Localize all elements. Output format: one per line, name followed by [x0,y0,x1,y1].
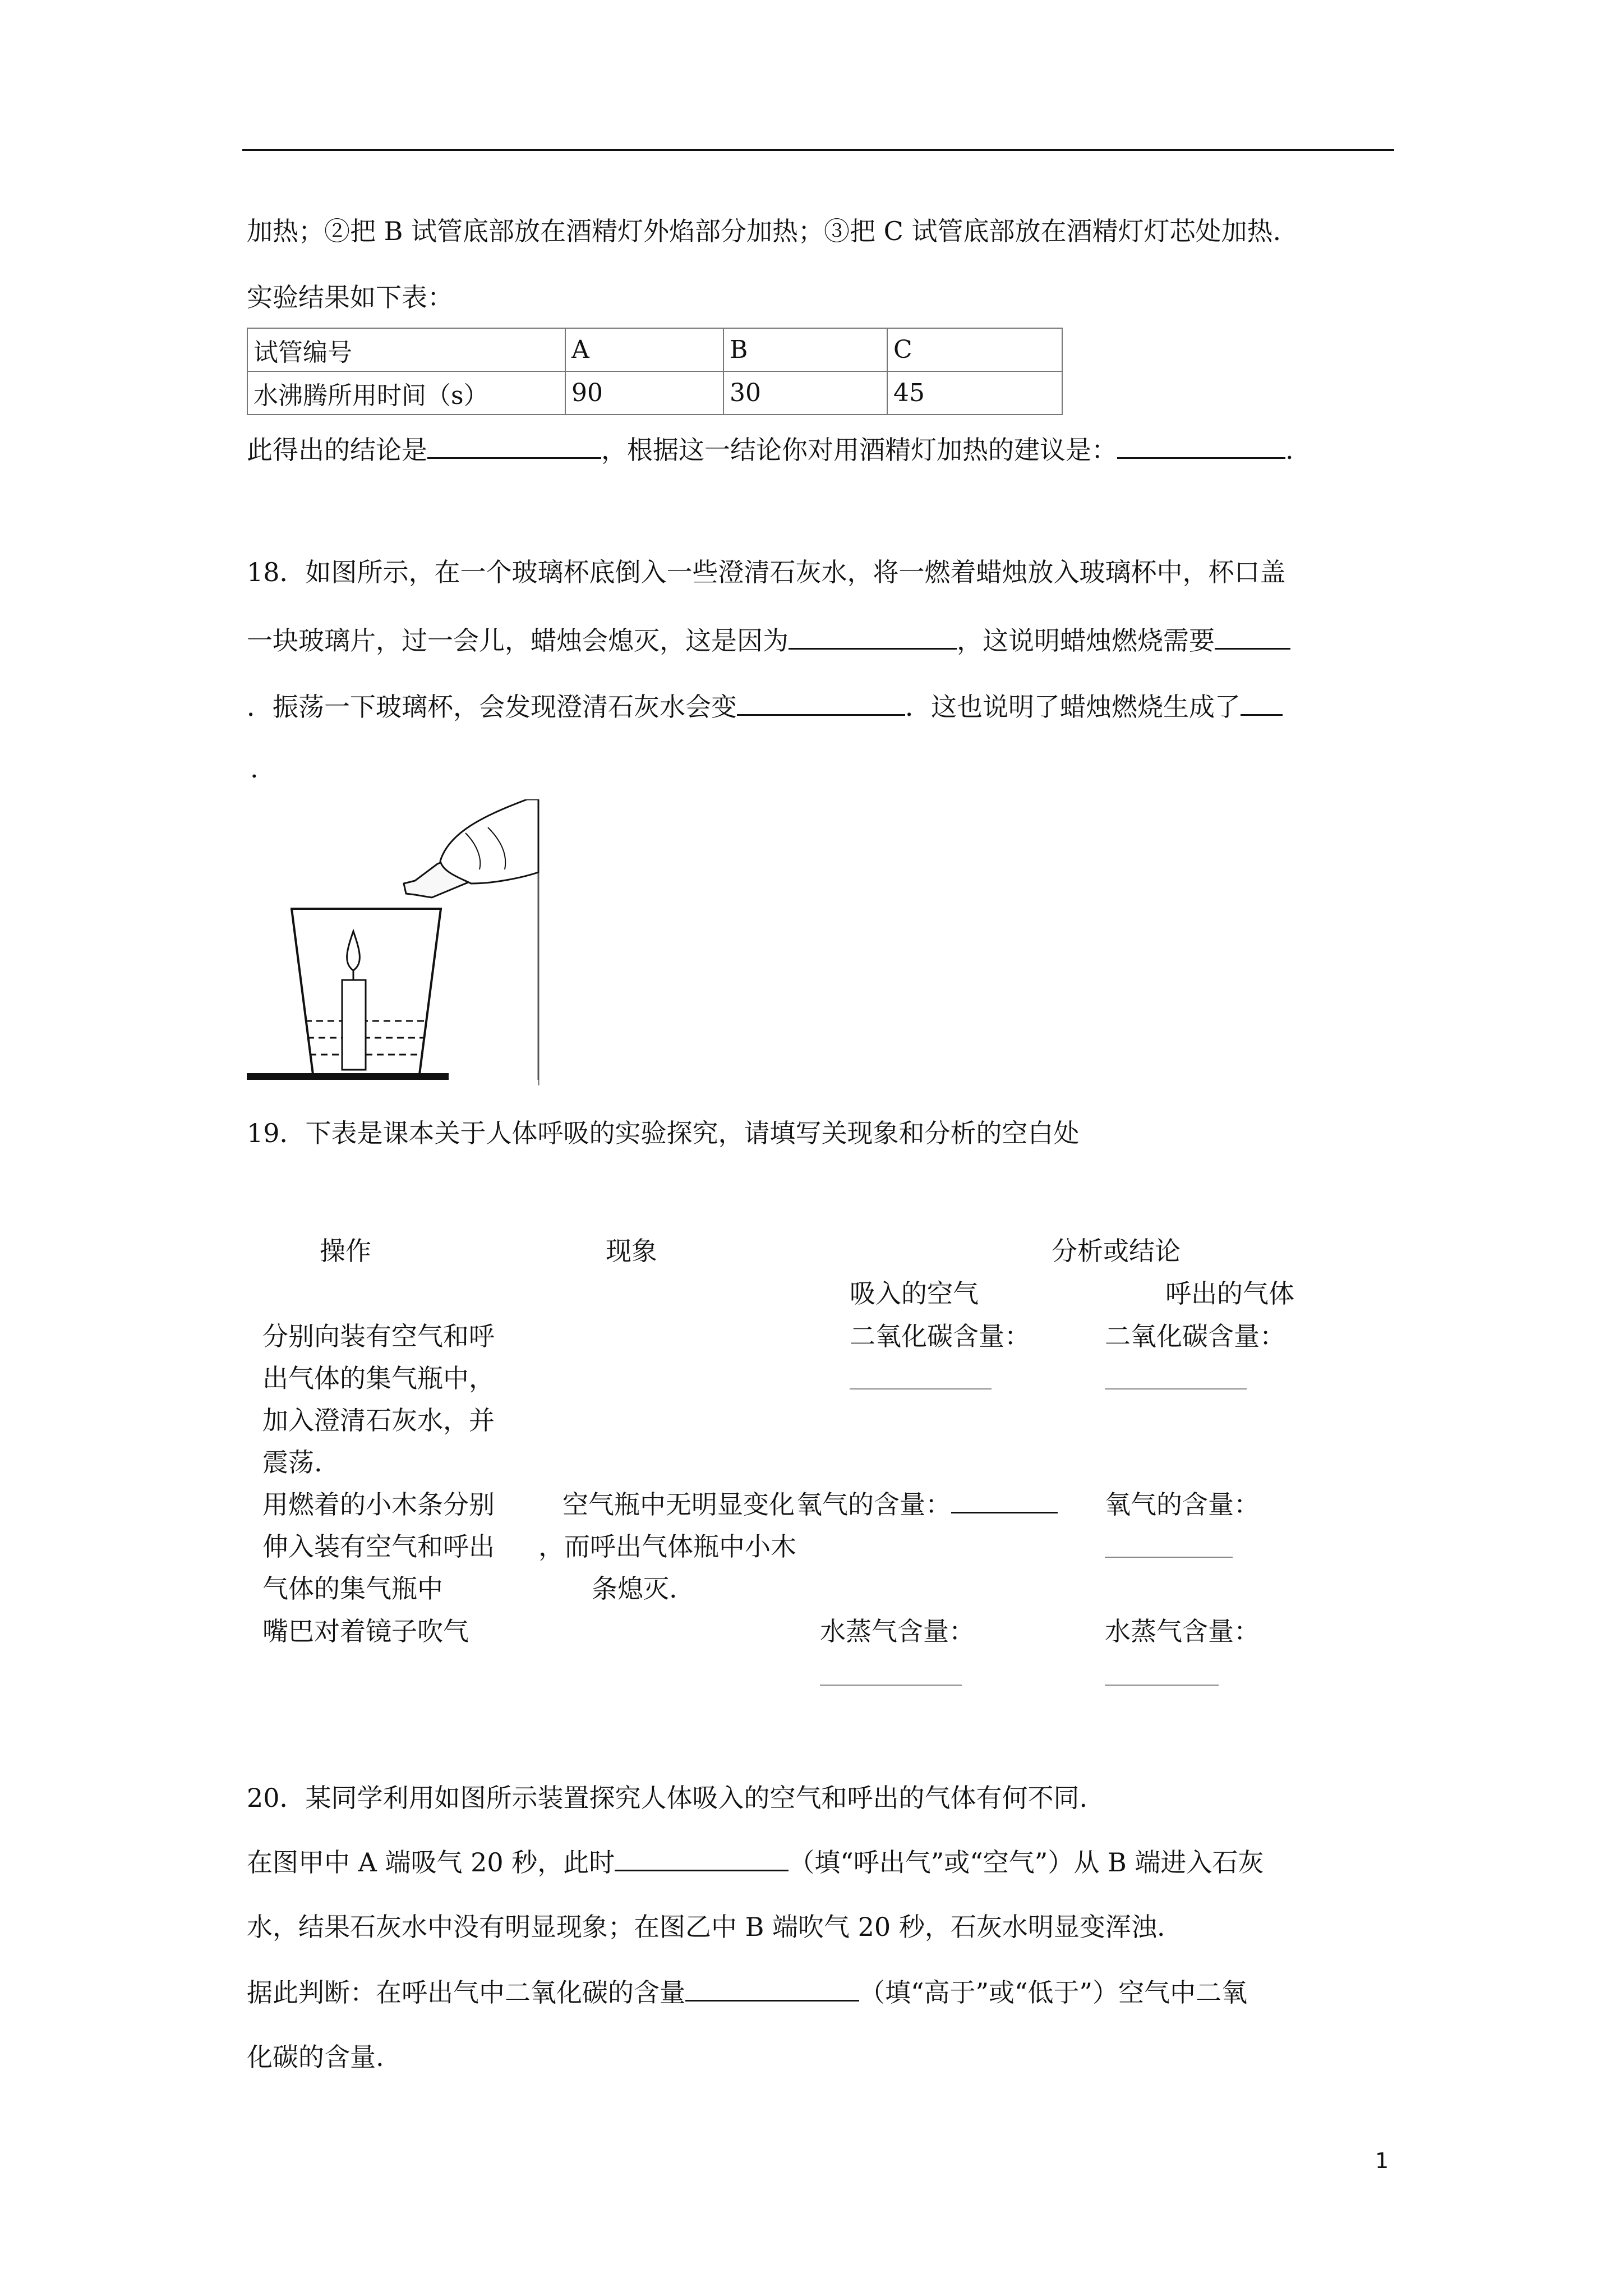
table-cell: B [723,328,887,371]
text: 据此判断：在呼出气中二氧化碳的含量 [247,1977,685,2008]
answer-blank[interactable] [737,692,905,716]
answer-blank[interactable] [1215,625,1290,650]
q20-line [247,1846,1264,1879]
col-header-exhaled: 呼出的气体 [1165,1278,1294,1309]
hand [440,799,538,884]
phen-text: ，而呼出气体瓶中小木 [538,1531,796,1562]
table-cell: 水沸腾所用时间（s） [247,371,565,415]
answer-blank[interactable] [1105,1685,1219,1686]
analysis-label: 水蒸气含量： [820,1616,975,1646]
q20-line: 水，结果石灰水中没有明显现象；在图乙中 B 端吹气 20 秒，石灰水明显变浑浊. [247,1912,1165,1942]
answer-blank[interactable] [615,1847,789,1871]
text: 一块玻璃片，过一会儿，蜡烛会熄灭，这是因为 [247,625,789,656]
result-table [247,328,1063,415]
flame [347,931,360,970]
q18-line [247,690,1283,724]
q19-intro: 19．下表是课本关于人体呼吸的实验探究，请填写关现象和分析的空白处 [247,1118,1080,1148]
op-text: 伸入装有空气和呼出 [262,1531,495,1562]
candle [342,980,366,1070]
answer-blank[interactable] [685,1977,859,2001]
text: ．这也说明了蜡烛燃烧生成了 [905,692,1241,722]
answer-blank[interactable] [850,1388,992,1389]
col-header-phenomenon: 现象 [606,1236,657,1266]
analysis-label: 二氧化碳含量： [850,1321,1030,1351]
answer-blank[interactable] [1105,1557,1233,1558]
q18-line [247,624,1290,657]
table-cell: C [887,328,1062,371]
table-cell: 90 [565,371,723,415]
col-header-operation: 操作 [320,1236,371,1266]
page-number: 1 [1375,2148,1389,2173]
q20-line: 化碳的含量. [247,2042,384,2072]
q20-line: 20．某同学利用如图所示装置探究人体吸入的空气和呼出的气体有何不同. [247,1783,1088,1813]
text: （填“高于”或“低于”）空气中二氧 [859,1977,1248,2008]
table-cell: 30 [723,371,887,415]
answer-blank[interactable] [1105,1388,1247,1389]
answer-blank[interactable] [1117,435,1285,459]
text: （填“呼出气”或“空气”）从 B 端进入石灰 [789,1847,1264,1878]
op-text: 嘴巴对着镜子吹气 [262,1616,469,1646]
paragraph-line: 实验结果如下表： [247,282,453,312]
conclusion-line [247,433,1294,467]
q20-line [247,1976,1247,2009]
text: ．振荡一下玻璃杯，会发现澄清石灰水会变 [247,692,737,722]
col-header-analysis: 分析或结论 [1052,1236,1181,1266]
text: 在图甲中 A 端吸气 20 秒，此时 [247,1847,615,1878]
op-text: 出气体的集气瓶中， [262,1363,495,1393]
answer-blank[interactable] [951,1490,1058,1513]
header-rule [242,149,1394,151]
q18-line: . [250,753,259,784]
phen-text: 空气瓶中无明显变化 [562,1489,795,1520]
op-text: 用燃着的小木条分别 [262,1489,495,1520]
text: . [1285,435,1294,465]
answer-blank[interactable] [820,1685,962,1686]
table-cell: A [565,328,723,371]
text: ，根据这一结论你对用酒精灯加热的建议是： [601,435,1117,465]
analysis-label: 氧气的含量： [1105,1489,1260,1520]
table-row [247,328,1062,371]
analysis-label: 二氧化碳含量： [1105,1321,1285,1351]
answer-blank[interactable] [1241,692,1283,716]
answer-blank[interactable] [789,625,957,650]
op-text: 震荡. [262,1447,322,1478]
op-text: 加入澄清石灰水，并 [262,1405,495,1435]
answer-blank[interactable] [427,435,601,459]
col-header-inhaled: 吸入的空气 [850,1278,979,1309]
analysis-label [796,1488,1058,1521]
candle-glass-figure [247,799,547,1085]
text: ，这说明蜡烛燃烧需要 [957,625,1215,656]
analysis-label: 水蒸气含量： [1105,1616,1260,1646]
paragraph-line: 加热；②把 B 试管底部放在酒精灯外焰部分加热；③把 C 试管底部放在酒精灯灯芯处加热. [247,216,1281,246]
q18-line: 18．如图所示，在一个玻璃杯底倒入一些澄清石灰水，将一燃着蜡烛放入玻璃杯中，杯口盖 [247,557,1286,587]
phen-text: 条熄灭. [592,1573,677,1604]
table-base [247,1073,449,1080]
table-cell: 45 [887,371,1062,415]
text: 此得出的结论是 [247,435,427,465]
text: 氧气的含量： [796,1489,951,1520]
table-cell: 试管编号 [247,328,565,371]
table-row [247,371,1062,415]
op-text: 气体的集气瓶中 [262,1573,443,1604]
op-text: 分别向装有空气和呼 [262,1321,495,1351]
